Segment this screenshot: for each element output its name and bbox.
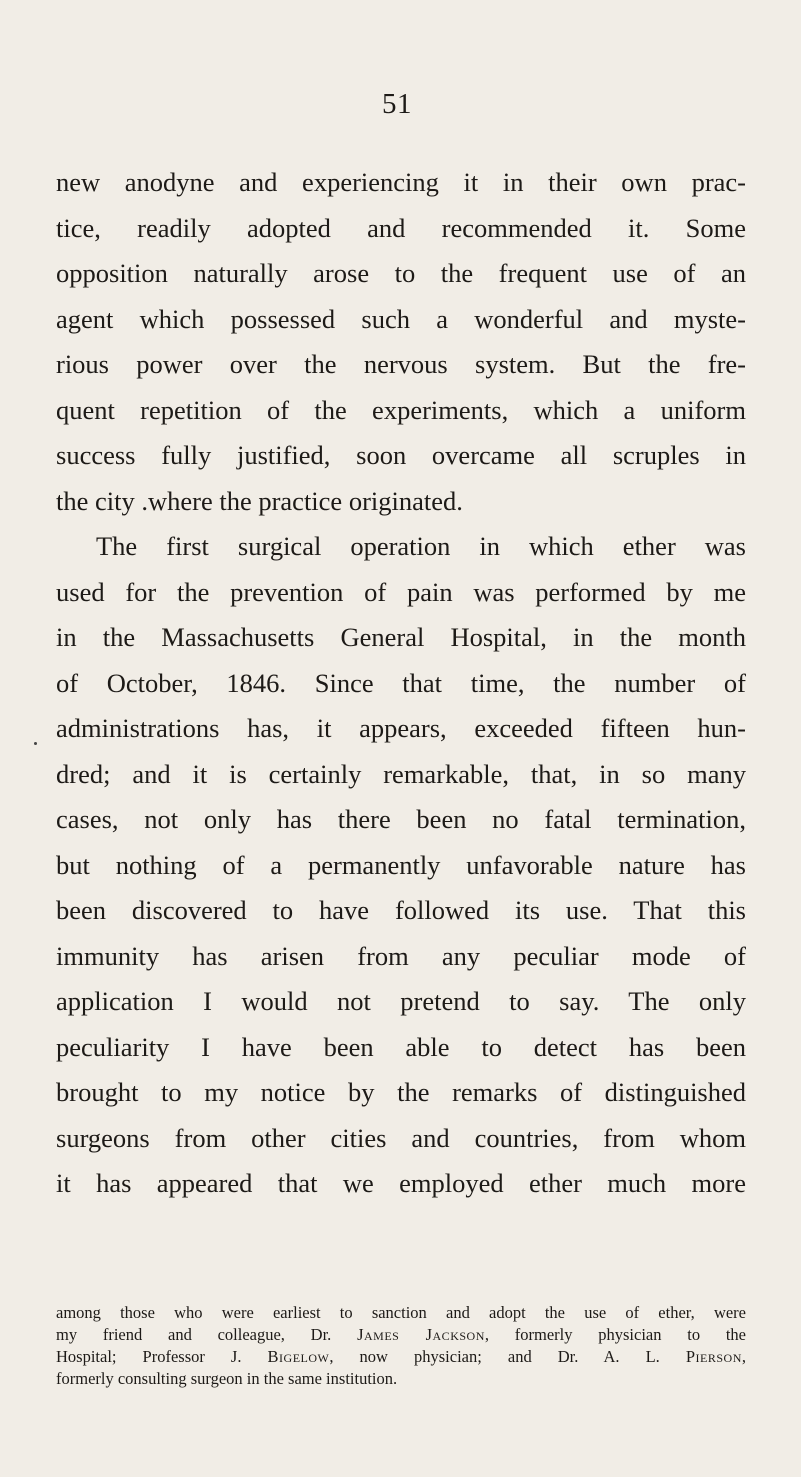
body-line: peculiarity I have been able to detect has been: [56, 1031, 746, 1062]
body-line: brought to my notice by the remarks of distinguished: [56, 1077, 746, 1107]
body-line: dred; and it is certainly remarkable, that, in so many: [56, 758, 746, 789]
body-line: new anodyne and experiencing it in their own prac-: [56, 167, 746, 197]
footnote-text: , now physician; and Dr. A. L.: [329, 1347, 686, 1366]
person-name: James Jackson: [357, 1325, 485, 1344]
footnote-text: Hospital; Professor J.: [56, 1347, 268, 1366]
body-line: success fully justified, soon overcame all scruples in: [56, 440, 746, 470]
body-line: quent repetition of the experiments, which a uniform: [56, 394, 746, 425]
body-line: of October, 1846. Since that time, the number of: [56, 667, 746, 698]
body-line: been discovered to have followed its use. That this: [56, 895, 746, 925]
body-line: but nothing of a permanently unfavorable nature has: [56, 849, 746, 880]
body-line: the city .where the practice originated.: [56, 485, 463, 516]
body-line: The first surgical operation in which ether was: [96, 531, 746, 561]
body-line: surgeons from other cities and countries, from whom: [56, 1122, 746, 1153]
footnote-line: among those who were earliest to sanction and adopt the use of ether, were: [56, 1303, 746, 1322]
footnote-line: [56, 1346, 746, 1368]
footnote-line: [56, 1324, 746, 1346]
body-line: immunity has arisen from any peculiar mode of: [56, 940, 746, 971]
body-line: agent which possessed such a wonderful and myste-: [56, 303, 746, 334]
body-line: rious power over the nervous system. But the fre-: [56, 349, 746, 379]
person-name: Bigelow: [267, 1347, 330, 1366]
person-name: Pierson: [685, 1347, 742, 1366]
margin-dot: [34, 742, 37, 745]
body-line: tice, readily adopted and recommended it. Some: [56, 212, 746, 243]
footnote: [56, 1302, 746, 1390]
body-line: used for the prevention of pain was performed by me: [56, 576, 746, 607]
body-text: [56, 160, 746, 1207]
body-line: administrations has, it appears, exceeded fifteen hun-: [56, 713, 746, 743]
footnote-line: formerly consulting surgeon in the same institution.: [56, 1369, 398, 1388]
footnote-text: ,: [741, 1347, 746, 1366]
page-number: 51: [382, 88, 412, 120]
footnote-text: , formerly physician to the: [484, 1325, 746, 1344]
body-line: it has appeared that we employed ether much more: [56, 1168, 746, 1198]
footnote-text: my friend and colleague, Dr.: [56, 1325, 358, 1344]
body-line: in the Massachusetts General Hospital, in the month: [56, 622, 746, 652]
body-line: application I would not pretend to say. The only: [56, 986, 746, 1016]
body-line: opposition naturally arose to the frequent use of an: [56, 258, 746, 288]
body-line: cases, not only has there been no fatal termination,: [56, 804, 746, 834]
